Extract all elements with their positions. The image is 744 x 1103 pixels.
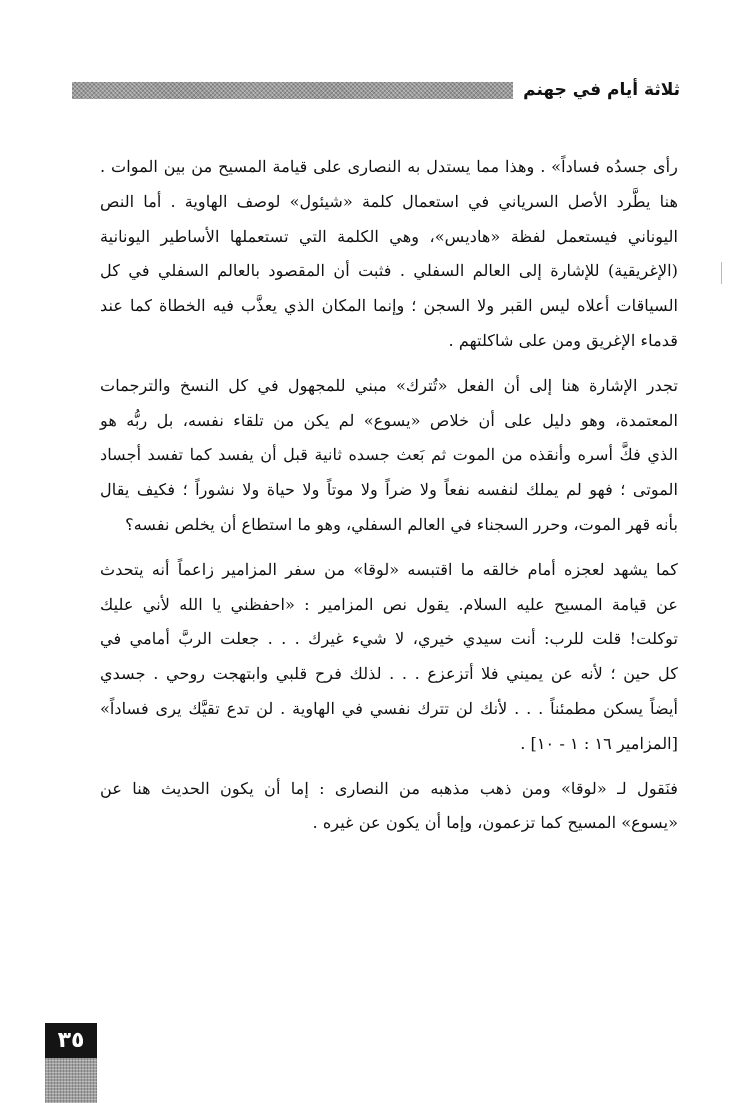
paragraph-1	[100, 150, 678, 359]
paragraph-4	[100, 772, 678, 842]
text-line: الموتى ؛ فهو لم يملك لنفسه نفعاً ولا ضراً ولا موتاً ولا حياة ولا نشوراً ؛ فكيف يقال	[100, 480, 678, 500]
text-line: تجدر الإشارة هنا إلى أن الفعل «تُترك» مبني للمجهول في كل النسخ والترجمات	[100, 375, 678, 395]
text-line: السياقات أعلاه ليس القبر ولا السجن ؛ وإنما المكان الذي يعذَّب فيه الخطاة كما عند	[100, 296, 678, 316]
margin-mark	[721, 262, 722, 284]
text-line: عن قيامة المسيح عليه السلام. يقول نص المزامير : «احفظني يا الله لأني عليك	[100, 594, 678, 614]
book-title: ثلاثة أيام في جهنم	[523, 80, 680, 100]
page-number: ٣٥	[45, 1023, 97, 1058]
paragraph-3	[100, 553, 678, 762]
text-line: أيضاً يسكن مطمئناً . . . لأنك لن تترك نفسي في الهاوية . لن تدع تقيَّك يرى فساداً»	[100, 698, 678, 718]
text-line: الذي فكَّ أسره وأنقذه من الموت ثم بَعث جسده ثانية قبل أن يفسد كما تفسد أجساد	[100, 445, 678, 465]
text-line: فنَقول لـ «لوقا» ومن ذهب مذهبه من النصارى : إما أن يكون الحديث هنا عن	[100, 778, 678, 798]
text-line: كل حين ؛ لأنه عن يميني فلا أتزعزع . . . لذلك فرح قلبي وابتهجت روحي . جسدي	[100, 664, 678, 684]
text-line: «يسوع» المسيح كما تزعمون، وإما أن يكون عن غيره .	[312, 813, 678, 833]
text-line: (الإغريقية) للإشارة إلى العالم السفلي . فثبت أن المقصود بالعالم السفلي في كل	[100, 261, 678, 281]
text-line: توكلت! قلت للرب: أنت سيدي خيري، لا شيء غيرك . . . جعلت الربَّ أمامي في	[100, 629, 678, 649]
paragraph-2	[100, 369, 678, 543]
text-line: رأى جسدُه فساداً» . وهذا مما يستدل به النصارى على قيامة المسيح من بين الموات .	[100, 157, 678, 176]
text-line: المعتمدة، وهو دليل على أن خلاص «يسوع» لم يكن من تلقاء نفسه، بل ربُّه هو	[100, 410, 678, 430]
text-line: كما يشهد لعجزه أمام خالقه ما اقتبسه «لوقا» من سفر المزامير زاعماً أنه يتحدث	[100, 559, 678, 579]
text-line: بأنه قهر الموت، وحرر السجناء في العالم السفلي، وهو ما استطاع أن يخلص نفسه؟	[125, 514, 678, 534]
text-line: [المزامير ١٦ : ١ - ١٠] .	[520, 733, 678, 753]
header-pattern-bar	[72, 82, 513, 99]
body-text	[100, 150, 678, 841]
running-header	[72, 76, 680, 104]
page-corner-pattern	[45, 1058, 97, 1103]
text-line: هنا يطَّرد الأصل السرياني في استعمال كلمة «شيئول» لوصف الهاوية . أما النص	[100, 191, 678, 211]
text-line: اليوناني فيستعمل لفظة «هاديس»، وهي الكلمة التي تستعملها الأساطير اليونانية	[100, 226, 678, 246]
text-line: قدماء الإغريق ومن على شاكلتهم .	[448, 330, 678, 350]
